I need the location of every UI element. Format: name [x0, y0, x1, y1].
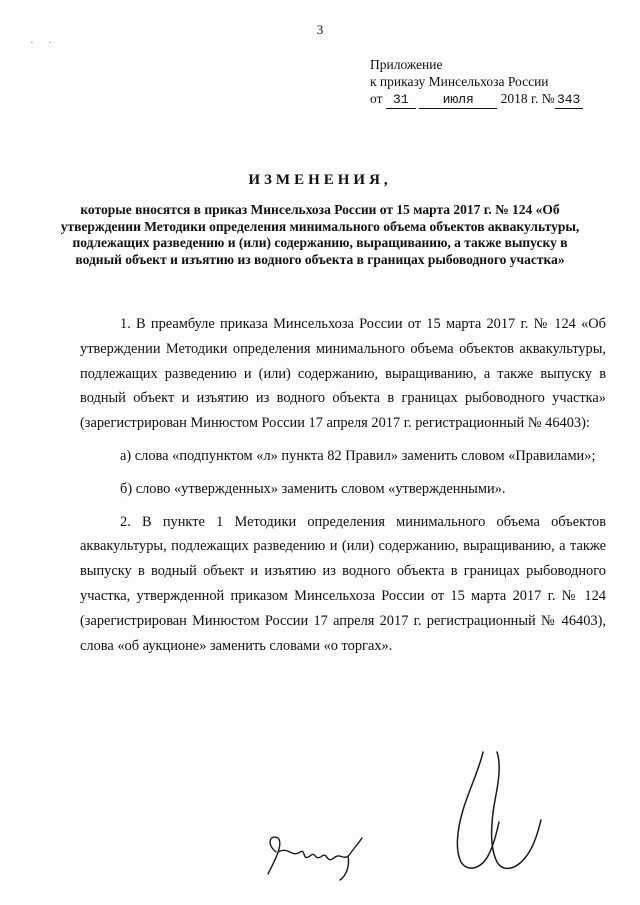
paragraph-1a: а) слова «подпунктом «л» пункта 82 Правил» заменить словом «Правилами»; [120, 447, 596, 464]
appendix-order-number: 343 [555, 91, 583, 109]
signature-main [425, 750, 565, 880]
signature-initials [262, 822, 372, 882]
appendix-line-3 [370, 90, 583, 109]
appendix-line-1: Приложение [370, 57, 443, 72]
paragraph-1b: б) слово «утвержденных» заменить словом «утвержденными». [120, 480, 506, 497]
scan-speck: · · [30, 37, 59, 49]
document-title: ИЗМЕНЕНИЯ, [248, 172, 392, 188]
appendix-day: 31 [386, 91, 416, 109]
document-body [80, 312, 606, 658]
page-number: 3 [316, 22, 324, 37]
appendix-from-label: от [370, 91, 383, 106]
document-subtitle: которые вносятся в приказ Минсельхоза России от 15 марта 2017 г. № 124 «Об утверждении Методики определения минимального объема объектов аквакультуры, подлежащих разведению и (или) содержанию, выращиванию, а также выпуску в водный объект и изъятию из водного объекта в границах рыбоводного участка» [60, 202, 580, 267]
appendix-year: 2018 г. № [500, 91, 555, 106]
paragraph-2: 2. В пункте 1 Методики определения минимального объема объектов аквакультуры, подлежащих разведению и (или) содержанию, выращиванию, а также выпуску в водный объект и изъятию из водного объекта в границах рыбоводного участка, утвержденной приказом Минсельхоза России от 15 марта 2017 г. № 124 (зарегистрирован Минюстом России 17 апреля 2017 г. регистрационный № 46403), слова «об аукционе» заменить словами «о торгах». [80, 513, 606, 654]
paragraph-1: 1. В преамбуле приказа Минсельхоза России от 15 марта 2017 г. № 124 «Об утверждении Методики определения минимального объема объектов аквакультуры, подлежащих разведению и (или) содержанию, выращиванию, а также выпуску в водный объект и изъятию из водного объекта в границах рыбоводного участка» (зарегистрирован Минюстом России 17 апреля 2017 г. регистрационный № 46403): [80, 316, 606, 432]
appendix-header [370, 56, 583, 109]
appendix-month: июля [419, 91, 497, 109]
appendix-line-2: к приказу Минсельхоза России [370, 74, 549, 89]
